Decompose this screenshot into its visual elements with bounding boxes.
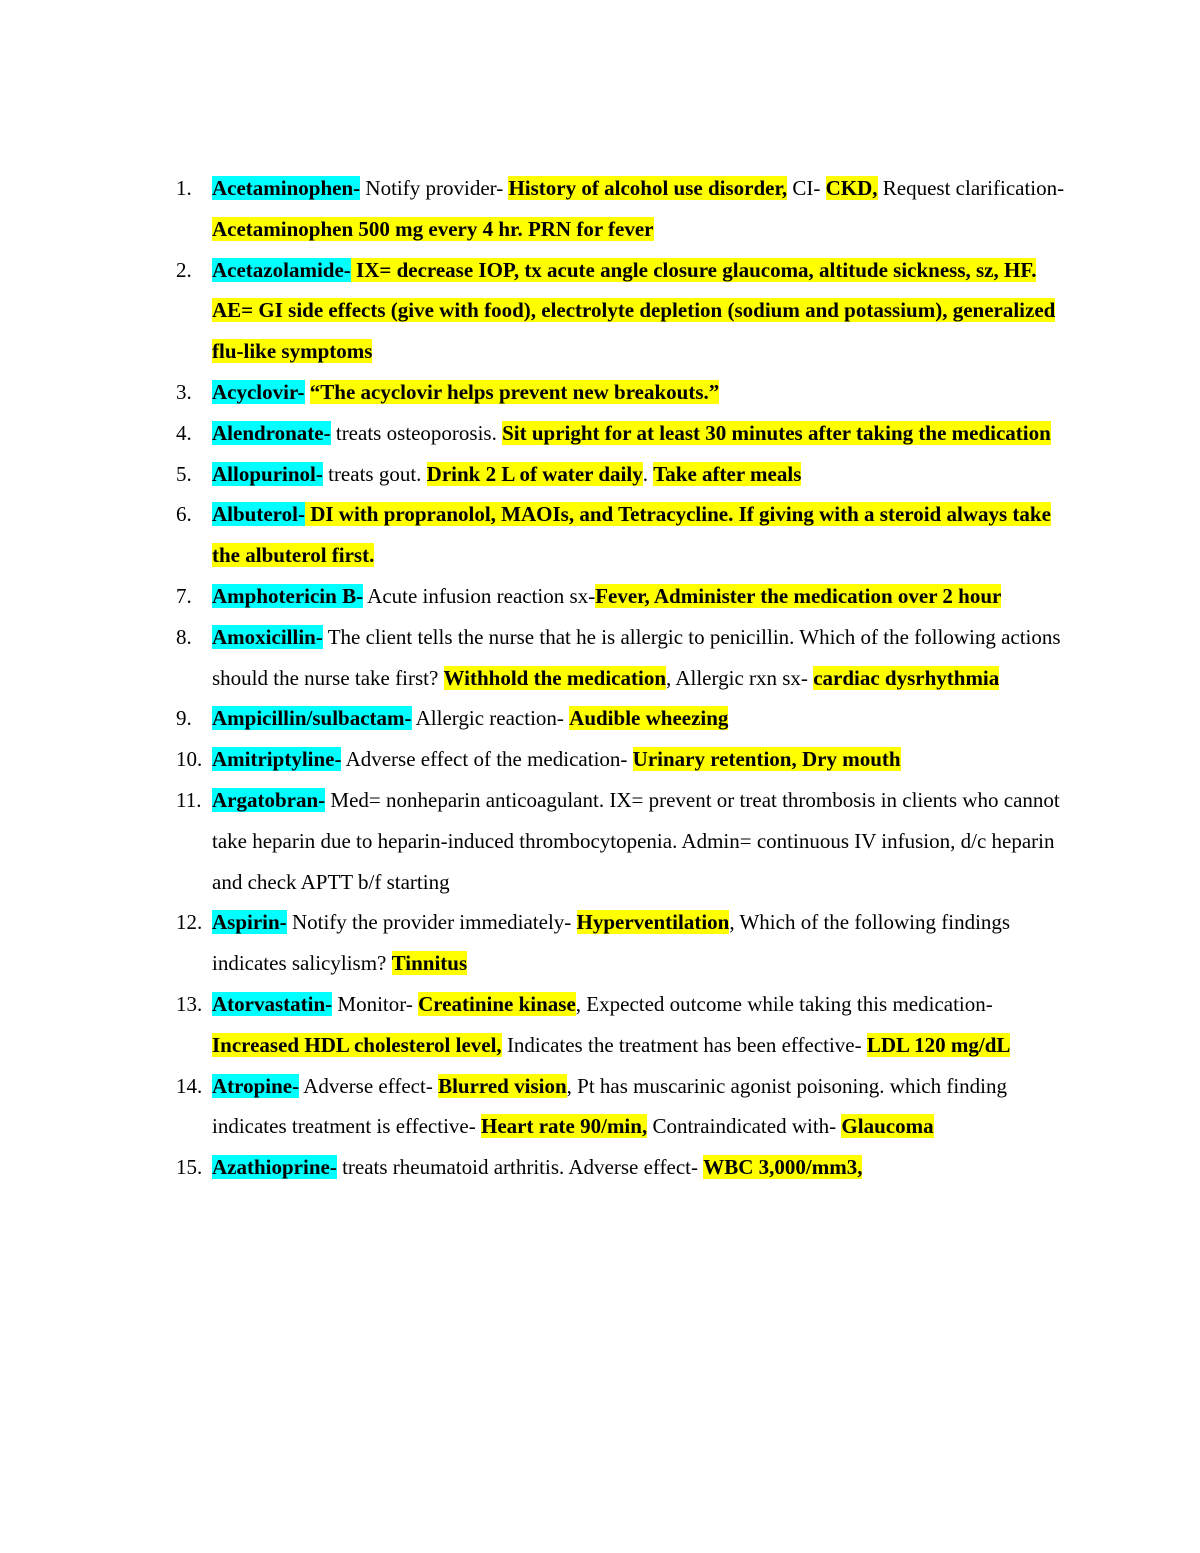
drug-name: Acyclovir- bbox=[212, 379, 305, 404]
highlighted-answer: WBC 3,000/mm3, bbox=[703, 1155, 863, 1180]
highlighted-answer: Acetaminophen 500 mg every 4 hr. PRN for fever bbox=[212, 216, 654, 241]
note-text: treats osteoporosis. bbox=[330, 420, 503, 445]
highlighted-answer: “The acyclovir helps prevent new breakouts.” bbox=[309, 379, 720, 404]
list-item bbox=[0, 250, 1072, 372]
list-item bbox=[0, 698, 1072, 739]
drug-name: Allopurinol- bbox=[212, 461, 323, 486]
note-text: Contraindicated with- bbox=[647, 1114, 842, 1139]
drug-name: Amphotericin B- bbox=[212, 583, 364, 608]
highlighted-answer: Creatinine kinase bbox=[418, 991, 576, 1016]
list-item bbox=[0, 780, 1072, 902]
highlighted-answer: Tinnitus bbox=[391, 951, 468, 976]
list-number: 3. bbox=[176, 379, 192, 404]
highlighted-answer: Increased HDL cholesterol level, bbox=[212, 1032, 502, 1057]
highlighted-answer: Heart rate 90/min, bbox=[481, 1114, 648, 1139]
note-text: , Allergic rxn sx- bbox=[666, 665, 814, 690]
note-text: , Which of the following findings indicates salicylism? bbox=[212, 910, 1011, 976]
list-number: 13. bbox=[176, 991, 203, 1016]
drug-name: Alendronate- bbox=[212, 420, 331, 445]
list-number: 11. bbox=[176, 787, 202, 812]
list-number: 4. bbox=[176, 420, 192, 445]
note-text: treats rheumatoid arthritis. Adverse effect- bbox=[336, 1155, 704, 1180]
note-text: Indicates the treatment has been effective- bbox=[501, 1032, 867, 1057]
highlighted-answer: Withhold the medication bbox=[443, 665, 666, 690]
list-item bbox=[0, 1147, 1072, 1188]
drug-name: Albuterol- bbox=[212, 502, 305, 527]
highlighted-answer: Glaucoma bbox=[841, 1114, 934, 1139]
drug-name: Amitriptyline- bbox=[212, 747, 342, 772]
drug-name: Atorvastatin- bbox=[212, 991, 333, 1016]
note-text: , Pt has muscarinic agonist poisoning. which finding indicates treatment is effective- bbox=[212, 1073, 1008, 1139]
note-text bbox=[305, 380, 310, 404]
note-text: Med= nonheparin anticoagulant. IX= prevent or treat thrombosis in clients who cannot take heparin due to heparin-induced thrombocytopenia. Admin= continuous IV infusion, d/c heparin and check APTT b/f starting bbox=[212, 787, 1060, 894]
note-text: Adverse effect of the medication- bbox=[341, 747, 633, 772]
list-item bbox=[0, 739, 1072, 780]
highlighted-answer: Fever, Administer the medication over 2 hour bbox=[595, 583, 1002, 608]
drug-name: Argatobran- bbox=[212, 787, 326, 812]
medication-list bbox=[0, 168, 1200, 1188]
note-text: Allergic reaction- bbox=[411, 706, 570, 731]
note-text: Request clarification- bbox=[877, 176, 1065, 200]
note-text: Notify the provider immediately- bbox=[286, 910, 577, 935]
highlighted-answer: Take after meals bbox=[653, 461, 802, 486]
list-number: 5. bbox=[176, 461, 192, 486]
list-item bbox=[0, 1066, 1072, 1148]
list-number: 2. bbox=[176, 257, 192, 282]
highlighted-answer: Audible wheezing bbox=[569, 706, 729, 731]
list-number: 10. bbox=[176, 747, 203, 772]
drug-name: Amoxicillin- bbox=[212, 624, 323, 649]
list-number: 7. bbox=[176, 583, 192, 608]
list-number: 8. bbox=[176, 624, 192, 649]
list-number: 9. bbox=[176, 706, 192, 731]
list-number: 1. bbox=[176, 176, 192, 200]
highlighted-answer: CKD, bbox=[825, 176, 878, 200]
drug-name: Acetaminophen- bbox=[212, 176, 361, 200]
highlighted-answer: Blurred vision bbox=[438, 1073, 567, 1098]
note-text: . bbox=[642, 461, 654, 486]
drug-name: Ampicillin/sulbactam- bbox=[212, 706, 412, 731]
list-number: 12. bbox=[176, 910, 203, 935]
highlighted-answer: Sit upright for at least 30 minutes after taking the medication bbox=[502, 420, 1051, 445]
list-item bbox=[0, 576, 1072, 617]
highlighted-answer: DI with propranolol, MAOIs, and Tetracycline. If giving with a steroid always take the albuterol first. bbox=[212, 502, 1051, 568]
list-number: 14. bbox=[176, 1073, 203, 1098]
highlighted-answer: LDL 120 mg/dL bbox=[866, 1032, 1011, 1057]
drug-name: Aspirin- bbox=[212, 910, 287, 935]
list-number: 6. bbox=[176, 502, 192, 527]
note-text: treats gout. bbox=[322, 461, 427, 486]
note-text: , Expected outcome while taking this medication- bbox=[575, 991, 993, 1016]
highlighted-answer: Hyperventilation bbox=[576, 910, 730, 935]
note-text: Adverse effect- bbox=[299, 1073, 439, 1098]
list-item bbox=[0, 372, 1072, 413]
highlighted-answer: IX= decrease IOP, tx acute angle closure glaucoma, altitude sickness, sz, HF. AE= GI side effects (give with food), electrolyte depletion (sodium and potassium), generalized flu-like symptoms bbox=[212, 257, 1056, 364]
list-item bbox=[0, 902, 1072, 984]
note-text: CI- bbox=[787, 176, 826, 200]
highlighted-answer: cardiac dysrhythmia bbox=[813, 665, 1000, 690]
highlighted-answer: History of alcohol use disorder, bbox=[508, 176, 788, 200]
list-item bbox=[0, 413, 1072, 454]
list-item bbox=[0, 168, 1072, 250]
list-item bbox=[0, 494, 1072, 576]
highlighted-answer: Urinary retention, Dry mouth bbox=[632, 747, 901, 772]
highlighted-answer: Drink 2 L of water daily bbox=[426, 461, 643, 486]
drug-name: Atropine- bbox=[212, 1073, 300, 1098]
drug-name: Azathioprine- bbox=[212, 1155, 337, 1180]
list-item bbox=[0, 454, 1072, 495]
note-text: The client tells the nurse that he is allergic to penicillin. Which of the following actions should the nurse take first? bbox=[212, 624, 1061, 690]
note-text: Acute infusion reaction sx- bbox=[363, 583, 596, 608]
drug-name: Acetazolamide- bbox=[212, 257, 351, 282]
list-item bbox=[0, 617, 1072, 699]
list-number: 15. bbox=[176, 1155, 203, 1180]
note-text: Notify provider- bbox=[360, 176, 509, 200]
list-item bbox=[0, 984, 1072, 1066]
note-text: Monitor- bbox=[332, 991, 419, 1016]
